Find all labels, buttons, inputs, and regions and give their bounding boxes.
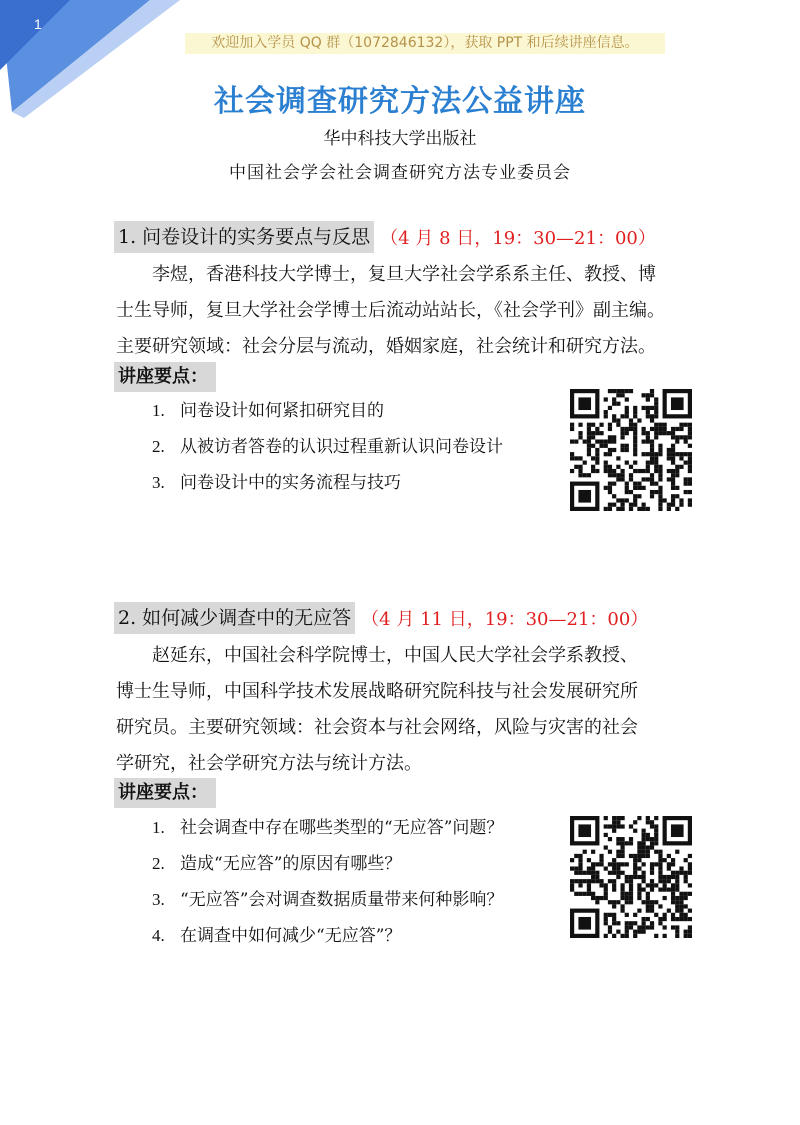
list-item: 3. 问卷设计中的实务流程与技巧 <box>152 473 401 493</box>
lecture-1-points-label: 讲座要点： <box>114 362 216 392</box>
qr-code-icon[interactable] <box>570 816 692 938</box>
lecture-2-bio <box>116 638 696 782</box>
publisher-name: 华中科技大学出版社 <box>323 129 477 149</box>
lecture-1-heading <box>114 221 656 253</box>
lecture-2-heading <box>114 602 648 634</box>
bio-line: 博士生导师，中国科学技术发展战略研究院科技与社会发展研究所 <box>116 681 638 702</box>
lecture-2-points-label: 讲座要点： <box>114 778 216 808</box>
lecture-2-points <box>152 810 503 954</box>
list-item: 1. 社会调查中存在哪些类型的“无应答”问题？ <box>152 818 504 838</box>
page-title: 社会调查研究方法公益讲座 <box>214 84 586 119</box>
lecture-1-points <box>152 393 503 501</box>
bio-line: 赵延东，中国社会科学院博士，中国人民大学社会学系教授、 <box>152 645 638 666</box>
lecture-2-time: （4 月 11 日，19：30—21：00） <box>361 609 649 630</box>
page-number: 1 <box>34 16 42 32</box>
bio-line: 学研究，社会学研究方法与统计方法。 <box>116 753 422 774</box>
list-item: 2. 造成“无应答”的原因有哪些？ <box>152 854 402 874</box>
bio-line: 主要研究领域：社会分层与流动，婚姻家庭，社会统计和研究方法。 <box>116 336 656 357</box>
bio-line: 研究员。主要研究领域：社会资本与社会网络，风险与灾害的社会 <box>116 717 638 738</box>
lecture-1-time: （4 月 8 日，19：30—21：00） <box>380 228 656 249</box>
qr-code-icon[interactable] <box>570 389 692 511</box>
bio-line: 士生导师，复旦大学社会学博士后流动站站长，《社会学刊》副主编。 <box>116 300 665 321</box>
list-item: 1. 问卷设计如何紧扣研究目的 <box>152 401 384 421</box>
lecture-1-title: 1. 问卷设计的实务要点与反思 <box>114 221 374 253</box>
qq-group-notice: 欢迎加入学员 QQ 群（1072846132），获取 PPT 和后续讲座信息。 <box>185 33 665 54</box>
list-item: 4. 在调查中如何减少“无应答”？ <box>152 926 402 946</box>
lecture-1-bio <box>116 257 696 365</box>
bio-line: 李煜，香港科技大学博士，复旦大学社会学系系主任、教授、博 <box>152 264 656 285</box>
committee-name: 中国社会学会社会调查研究方法专业委员会 <box>229 163 571 183</box>
list-item: 2. 从被访者答卷的认识过程重新认识问卷设计 <box>152 437 503 457</box>
list-item: 3. “无应答”会对调查数据质量带来何种影响？ <box>152 890 504 910</box>
lecture-2-title: 2. 如何减少调查中的无应答 <box>114 602 355 634</box>
